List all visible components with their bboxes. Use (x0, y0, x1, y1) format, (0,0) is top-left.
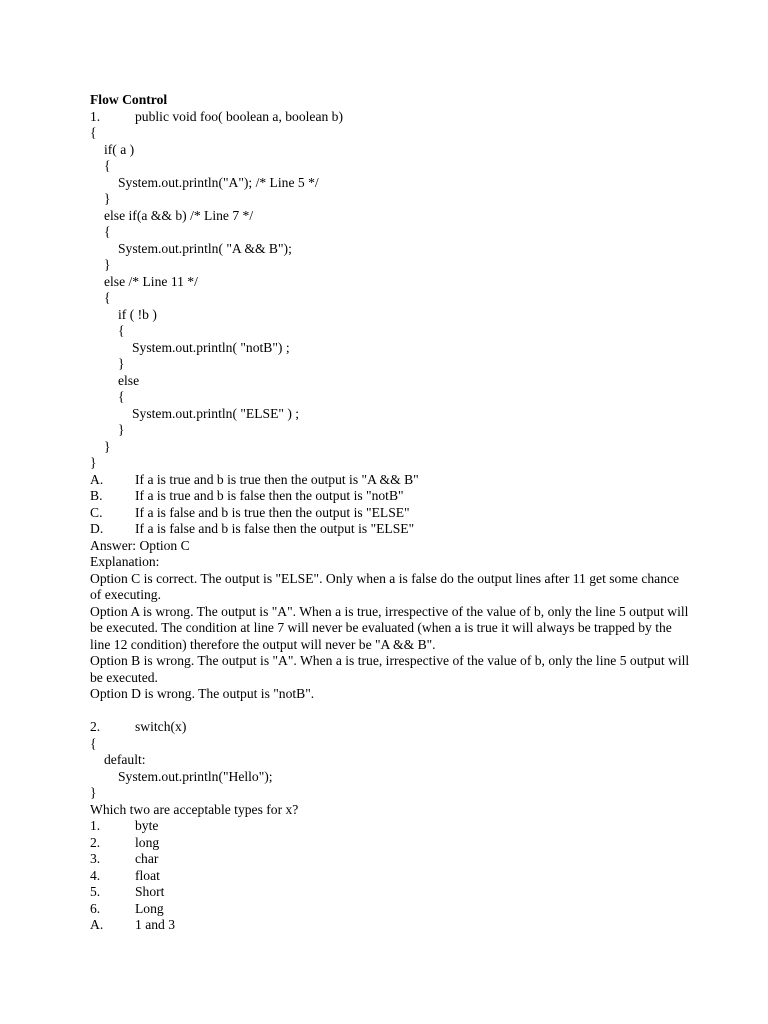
item-text: byte (135, 818, 159, 833)
list-item (90, 868, 690, 885)
option-text: If a is false and b is true then the output is "ELSE" (135, 504, 410, 520)
item-text: long (135, 834, 160, 850)
explanation-label: Explanation: (90, 554, 160, 569)
item-text: Short (135, 884, 165, 899)
answer-line: Answer: Option C (90, 537, 190, 553)
item-number: 3. (90, 851, 101, 866)
list-item (90, 835, 690, 852)
item-number: 6. (90, 900, 101, 916)
explanation-paragraph: Option A is wrong. The output is "A". When a is true, irrespective of the value of b, only the line 5 output will be executed. The condition at line 7 will never be evaluated (when a is true it will always be trapped by the line 12 condition) therefore the output will never be "A && B". (90, 603, 689, 652)
code-line: } (118, 422, 125, 437)
code-line: if( a ) (104, 141, 135, 157)
code-line: { (118, 323, 125, 338)
option-text: If a is true and b is false then the output is "notB" (135, 488, 404, 503)
list-item (90, 901, 690, 918)
q1-header (90, 109, 690, 126)
spacer (90, 703, 690, 720)
list-item (90, 818, 690, 835)
option-d (90, 521, 690, 538)
code-line: System.out.println( "notB") ; (132, 339, 290, 355)
document-page (90, 92, 690, 934)
code-line: else /* Line 11 */ (104, 273, 198, 289)
option-letter: A. (90, 917, 104, 932)
list-item (90, 851, 690, 868)
code-line: System.out.println( "ELSE" ) ; (132, 405, 300, 421)
code-line: if ( !b ) (118, 306, 157, 322)
code-line: { (104, 290, 111, 305)
q1-signature: public void foo( boolean a, boolean b) (135, 108, 344, 124)
item-text: float (135, 867, 160, 883)
explanation-paragraph: Option B is wrong. The output is "A". When a is true, irrespective of the value of b, only the line 5 output will be executed. (90, 653, 690, 685)
item-text: Long (135, 900, 164, 916)
code-line: { (90, 125, 97, 140)
option-a (90, 472, 690, 489)
explanation-paragraph: Option C is correct. The output is "ELSE". Only when a is false do the output lines after 11 get some chance of executing. (90, 570, 680, 602)
code-line: } (90, 455, 97, 470)
option-text: 1 and 3 (135, 917, 176, 932)
list-item (90, 884, 690, 901)
option-letter: D. (90, 521, 104, 536)
code-line: { (104, 158, 111, 173)
page-title: Flow Control (90, 92, 168, 107)
code-line: { (90, 735, 97, 751)
code-line: System.out.println("A"); /* Line 5 */ (118, 174, 319, 190)
code-line: } (118, 356, 125, 371)
q2-header (90, 719, 690, 736)
item-number: 5. (90, 884, 101, 899)
code-line: default: (104, 752, 146, 767)
item-number: 1. (90, 818, 101, 833)
q2-question: Which two are acceptable types for x? (90, 801, 299, 817)
explanation-paragraph: Option D is wrong. The output is "notB". (90, 686, 315, 701)
option-text: If a is true and b is true then the output is "A && B" (135, 471, 419, 487)
item-number: 2. (90, 834, 101, 850)
code-line: else if(a && b) /* Line 7 */ (104, 207, 254, 223)
q1-number: 1. (90, 108, 101, 124)
code-line: { (104, 224, 111, 239)
option-letter: C. (90, 504, 103, 520)
code-line: } (104, 438, 111, 454)
code-line: System.out.println( "A && B"); (118, 240, 292, 256)
code-line: } (104, 191, 111, 206)
item-text: char (135, 851, 159, 866)
q2-switch-line: switch(x) (135, 719, 187, 734)
option-letter: A. (90, 471, 104, 487)
option-c (90, 505, 690, 522)
code-line: { (118, 389, 125, 404)
code-line: System.out.println("Hello"); (118, 768, 273, 784)
option-b (90, 488, 690, 505)
code-line: } (90, 785, 97, 800)
code-line: else (118, 372, 140, 388)
option-letter: B. (90, 488, 103, 503)
code-line: } (104, 257, 111, 272)
option-text: If a is false and b is false then the output is "ELSE" (135, 521, 415, 536)
option-a (90, 917, 690, 934)
item-number: 4. (90, 867, 101, 883)
q2-number: 2. (90, 719, 101, 734)
